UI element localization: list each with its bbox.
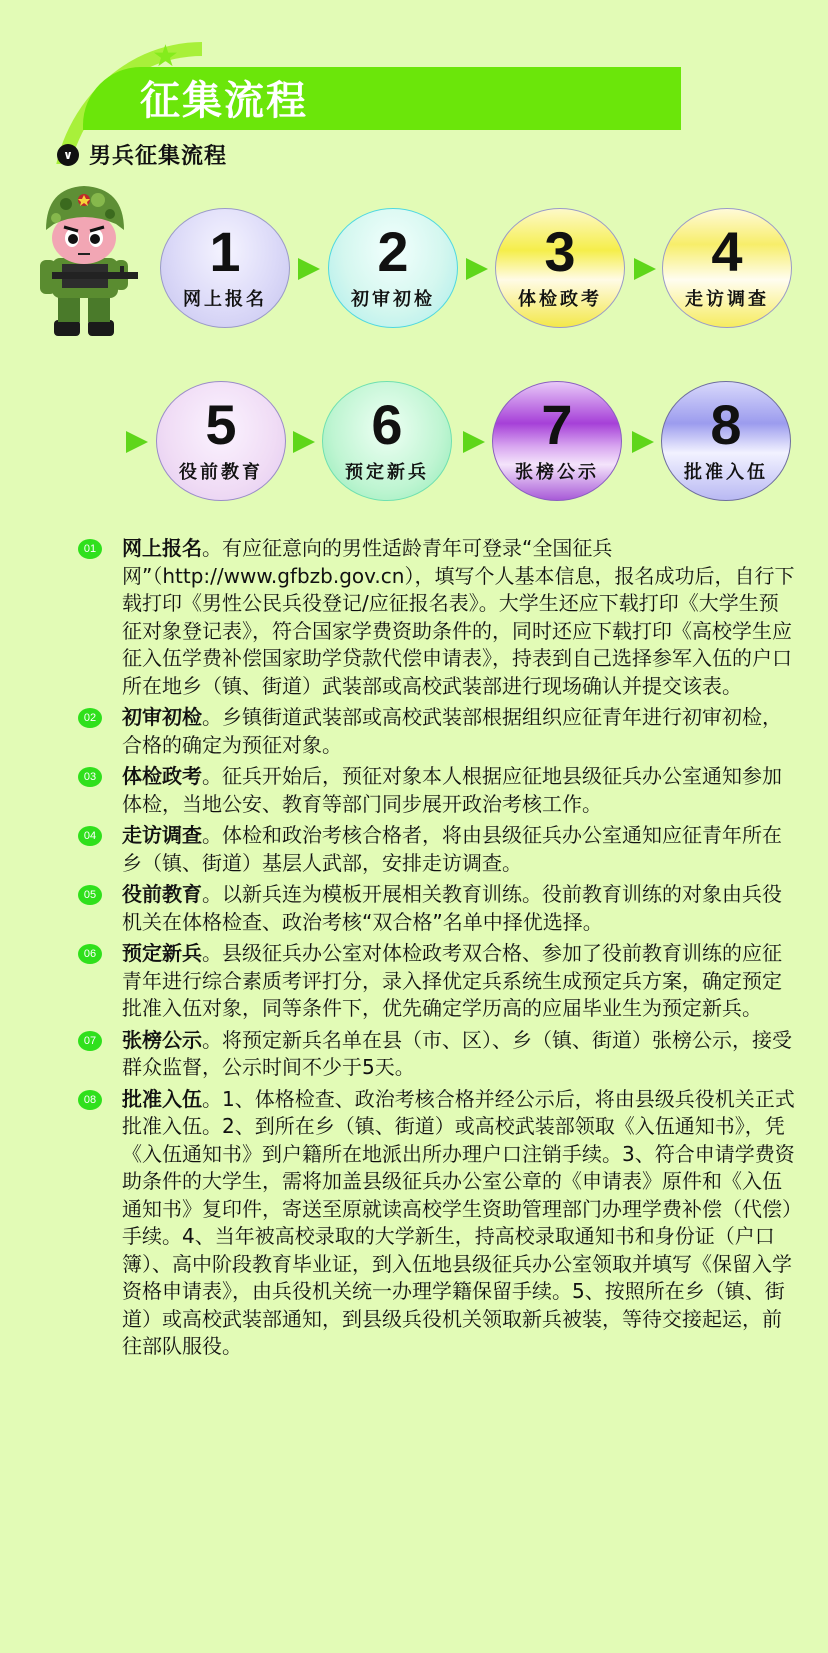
header-banner [52, 39, 682, 132]
step-label: 初审初检 [351, 289, 435, 310]
star-icon: ★ [152, 39, 179, 74]
step-label: 体检政考 [518, 289, 602, 310]
item-title: 走访调查 [122, 823, 202, 847]
list-item [76, 1086, 796, 1361]
soldier-mascot-icon [32, 180, 142, 340]
item-title: 张榜公示 [122, 1027, 202, 1052]
step-badge: 06 [78, 944, 102, 964]
step-badge: 08 [78, 1090, 102, 1110]
list-item [76, 940, 796, 1023]
section-title: 男兵征集流程 [89, 144, 228, 169]
item-text: 。体检和政治考核合格者，将由县级征兵办公室通知应征青年所在乡（镇、街道）基层人武部，安排走访调查。 [122, 823, 782, 875]
page-title: 征集流程 [140, 78, 308, 124]
item-title: 役前教育 [122, 882, 202, 906]
step-8 [661, 381, 791, 501]
item-text: 。县级征兵办公室对体检政考双合格、参加了役前教育训练的应征青年进行综合素质考评打分，录入择优定兵系统生成预定兵方案，确定预定批准入伍对象，同等条件下，优先确定学历高的应届毕业生为预定新兵。 [122, 941, 782, 1020]
item-title: 批准入伍 [122, 1086, 202, 1111]
item-text: 。征兵开始后，预征对象本人根据应征地县级征兵办公室通知参加体检，当地公安、教育等部门同步展开政治考核工作。 [122, 764, 782, 816]
step-label: 批准入伍 [684, 462, 768, 483]
step-number: 3 [544, 220, 576, 283]
step-number: 5 [205, 393, 237, 456]
section-heading [57, 139, 227, 170]
list-item [76, 1027, 796, 1082]
step-number: 2 [377, 220, 409, 283]
item-text: 。将预定新兵名单在县（市、区）、乡（镇、街道）张榜公示，接受群众监督，公示时间不少于5天。 [122, 1027, 792, 1079]
step-badge: 02 [78, 708, 102, 728]
list-item [76, 881, 796, 936]
arrow-right-icon [463, 431, 485, 453]
step-label: 役前教育 [179, 462, 263, 483]
item-text: 。有应征意向的男性适龄青年可登录“全国征兵网”（http://www.gfbzb.gov.cn），填写个人基本信息，报名成功后，自行下载打印《男性公民兵役登记/应征报名表》。大学生还应下载打印《大学生预征对象登记表》，符合国家学费资助条件的，同时还应下载打印《高校学生应征入伍学费补偿国家助学贷款代偿申请表》，持表到自己选择参军入伍的户口所在地乡（镇、街道）武装部或高校武装部进行现场确认并提交该表。 [122, 536, 795, 698]
item-text: 。1、体格检查、政治考核合格并经公示后，将由县级兵役机关正式批准入伍。2、到所在乡（镇、街道）或高校武装部领取《入伍通知书》，凭《入伍通知书》到户籍所在地派出所办理户口注销手续。3、符合申请学费资助条件的大学生，需将加盖县级征兵办公室公章的《申请表》原件和《入伍通知书》复印件，寄送至原就读高校学生资助管理部门办理学费补偿（代偿）手续。4、当年被高校录取的大学新生，持高校录取通知书和身份证（户口簿）、高中阶段教育毕业证，到入伍地县级征兵办公室领取并填写《保留入学资格申请表》，由兵役机关统一办理学籍保留手续。5、按照所在乡（镇、街道）或高校武装部通知，到县级兵役机关领取新兵被装，等待交接起运，前往部队服役。 [122, 1086, 795, 1358]
arrow-right-icon [634, 258, 656, 280]
list-item [76, 535, 796, 700]
step-number: 7 [541, 393, 573, 456]
step-number: 4 [711, 220, 743, 283]
step-number: 1 [209, 220, 241, 283]
list-item [76, 822, 796, 877]
step-5 [156, 381, 286, 501]
step-description-list [76, 535, 796, 1365]
step-6 [322, 381, 452, 501]
arrow-right-icon [632, 431, 654, 453]
step-1 [160, 208, 290, 328]
step-number: 6 [371, 393, 403, 456]
step-badge: 01 [78, 539, 102, 559]
list-item [76, 763, 796, 818]
list-item [76, 704, 796, 759]
step-7 [492, 381, 622, 501]
step-3 [495, 208, 625, 328]
step-number: 8 [710, 393, 742, 456]
item-text: 。乡镇街道武装部或高校武装部根据组织应征青年进行初审初检，合格的确定为预征对象。 [122, 705, 782, 757]
step-2 [328, 208, 458, 328]
step-badge: 07 [78, 1031, 102, 1051]
step-badge: 03 [78, 767, 102, 787]
arrow-right-icon [126, 431, 148, 453]
chevron-down-icon: ∨ [57, 144, 79, 166]
arrow-right-icon [293, 431, 315, 453]
step-label: 张榜公示 [515, 462, 599, 483]
step-badge: 04 [78, 826, 102, 846]
item-title: 网上报名 [122, 536, 202, 560]
item-text: 。以新兵连为模板开展相关教育训练。役前教育训练的对象由兵役机关在体格检查、政治考核“双合格”名单中择优选择。 [122, 882, 782, 934]
item-title: 预定新兵 [122, 941, 202, 965]
arrow-right-icon [466, 258, 488, 280]
step-4 [662, 208, 792, 328]
step-badge: 05 [78, 885, 102, 905]
arrow-right-icon [298, 258, 320, 280]
step-label: 预定新兵 [345, 462, 429, 483]
step-label: 走访调查 [685, 289, 769, 310]
step-label: 网上报名 [183, 289, 267, 310]
item-title: 体检政考 [122, 764, 202, 788]
item-title: 初审初检 [122, 705, 202, 729]
